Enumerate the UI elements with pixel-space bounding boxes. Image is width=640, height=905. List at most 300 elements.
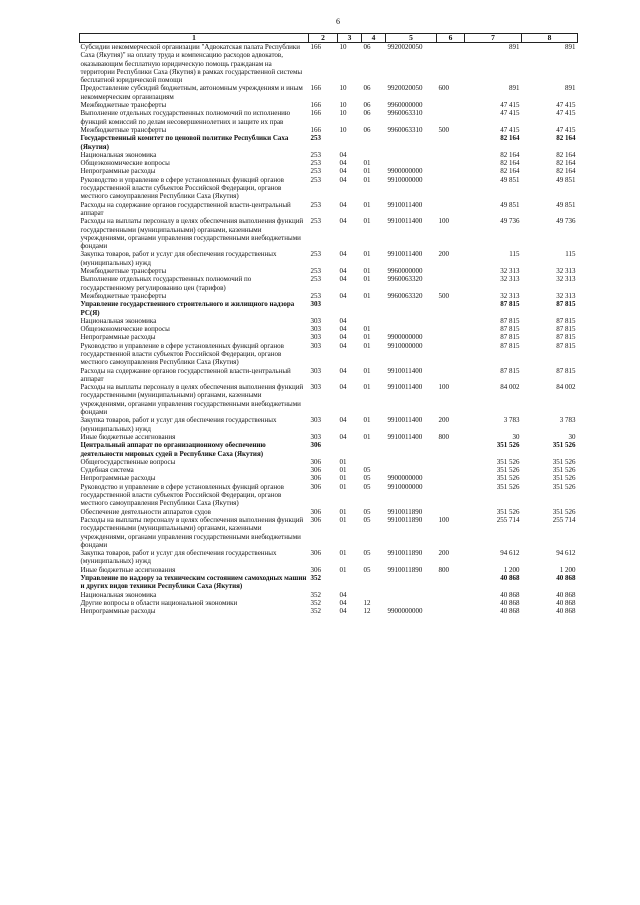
table-row [80,250,578,267]
row-target-article [386,574,437,591]
row-amount-7: 115 [509,250,520,259]
row-admin-code: 166 [310,125,321,134]
row-expense-type: 100 [438,515,449,524]
row-section: 04 [339,341,347,350]
row-admin-code: 253 [310,250,321,259]
table-row [80,574,578,591]
row-name: Национальная экономика [80,590,157,599]
row-subsection [362,441,386,458]
row-section: 01 [339,507,347,516]
header-col-8: 8 [522,34,578,43]
row-section: 04 [339,150,347,159]
row-name: Непрограммные расходы [80,474,156,483]
table-row [80,458,578,466]
row-expense-type [437,167,465,175]
row-target-article: 9960063310 [387,125,423,134]
row-amount-7: 1 200 [503,565,520,574]
row-subsection: 06 [363,109,371,118]
row-name: Расходы на выплаты персоналу в целях обеспечения выполнения функций государственными (муниципальными) органами, казенными учреждениями, органами управления государственными внебюджетными фондами [80,515,304,549]
row-expense-type [437,176,465,201]
table-row [80,508,578,516]
row-amount-8: 47 415 [556,101,576,110]
table-row [80,549,578,566]
table-row [80,607,578,615]
row-amount-7: 84 002 [500,383,520,392]
table-row [80,151,578,159]
row-amount-8: 351 526 [552,457,576,466]
row-name: Предоставление субсидий бюджетным, автономным учреждениям и иным некоммерческим организациям [80,84,303,101]
row-amount-8: 47 415 [556,109,576,118]
row-name: Центральный аппарат по организационному обеспечению деятельности мировых судей в Республике Саха (Якутия) [80,441,266,458]
row-target-article: 9960063310 [387,109,423,118]
row-target-article: 9910011400 [387,432,423,441]
row-target-article: 9910011400 [387,200,423,209]
row-admin-code: 306 [310,441,321,450]
row-amount-8: 40 868 [556,574,576,582]
row-admin-code: 253 [310,150,321,159]
row-name: Непрограммные расходы [80,167,156,176]
row-amount-8: 82 164 [556,159,576,168]
row-name: Общеэкономические вопросы [80,325,170,334]
row-amount-7: 891 [509,43,520,51]
row-section: 04 [339,250,347,259]
row-expense-type [437,267,465,275]
row-section: 04 [339,325,347,334]
row-amount-8: 49 851 [556,175,576,184]
row-amount-8: 49 736 [556,217,576,226]
row-subsection: 01 [363,291,371,300]
row-admin-code: 253 [310,217,321,226]
row-admin-code: 253 [310,134,321,143]
table-row [80,474,578,482]
row-admin-code: 306 [310,457,321,466]
row-amount-7: 255 714 [496,515,520,524]
row-expense-type [437,151,465,159]
row-target-article: 9910000000 [387,341,423,350]
row-amount-8: 351 526 [552,507,576,516]
row-admin-code: 303 [310,300,321,309]
table-row [80,367,578,384]
row-admin-code: 306 [310,466,321,475]
table-row [80,566,578,574]
row-amount-7: 82 164 [500,150,520,159]
header-col-2: 2 [309,34,338,43]
row-subsection: 01 [363,325,371,334]
row-amount-8: 40 868 [556,607,576,616]
row-target-article [386,591,437,599]
row-name: Субсидии некоммерческой организации "Адвокатская палата Республики Саха (Якутия)" на оплату труда и компенсацию расходов адвокатов, оказывающим бесплатную юридическую помощь гражданам на территории Республики Саха (Якутия) в рамках государственной системы бесплатной юридической помощи [80,43,303,85]
row-subsection: 05 [363,515,371,524]
row-section: 04 [339,167,347,176]
row-name: Межбюджетные трансферты [80,291,167,300]
row-target-article: 9900000000 [387,607,423,616]
row-amount-7: 3 783 [503,416,520,425]
row-expense-type [437,591,465,599]
row-target-article: 9910011400 [387,250,423,259]
row-name: Межбюджетные трансферты [80,101,167,110]
row-amount-7: 351 526 [496,507,520,516]
row-subsection: 01 [363,200,371,209]
row-target-article: 9900000000 [387,474,423,483]
row-section: 01 [339,565,347,574]
row-section: 04 [339,275,347,284]
row-expense-type [437,317,465,325]
row-subsection [362,591,386,599]
row-section: 04 [339,590,347,599]
row-section: 04 [339,316,347,325]
row-subsection: 01 [363,267,371,276]
row-expense-type: 600 [438,84,449,93]
row-section: 04 [339,291,347,300]
row-admin-code: 352 [310,590,321,599]
row-amount-7: 87 815 [500,316,520,325]
header-col-5: 5 [386,34,437,43]
row-subsection: 05 [363,565,371,574]
row-admin-code: 303 [310,341,321,350]
row-amount-7: 40 868 [500,590,520,599]
row-subsection [362,458,386,466]
row-target-article [386,134,437,151]
row-amount-8: 891 [565,43,576,51]
row-name: Непрограммные расходы [80,333,156,342]
row-amount-8: 84 002 [556,383,576,392]
row-target-article [386,441,437,458]
row-target-article [386,159,437,167]
row-target-article: 9920020050 [387,84,423,93]
budget-table [79,33,578,615]
row-amount-8: 94 612 [556,549,576,558]
row-amount-7: 47 415 [500,109,520,118]
row-target-article: 9910011890 [387,565,423,574]
header-col-7: 7 [465,34,522,43]
row-section: 04 [339,432,347,441]
row-amount-8: 891 [565,84,576,93]
row-target-article: 9910011400 [387,366,423,375]
row-amount-8: 115 [565,250,576,259]
row-subsection: 06 [363,84,371,93]
row-section: 01 [339,549,347,558]
row-name: Расходы на выплаты персоналу в целях обеспечения выполнения функций государственными (муниципальными) органами, казенными учреждениями, органами управления государственными внебюджетными фондами [80,383,304,417]
row-amount-8: 255 714 [552,515,576,524]
row-name: Выполнение отдельных государственных полномочий по исполнению функций комиссий по делам несовершеннолетних и защите их прав [80,109,291,126]
row-amount-8: 32 313 [556,267,576,276]
row-section: 10 [339,125,347,134]
table-row [80,217,578,250]
row-expense-type [437,333,465,341]
row-admin-code: 253 [310,267,321,276]
table-row [80,591,578,599]
row-subsection: 01 [363,159,371,168]
row-name: Государственный комитет по ценовой политике Республики Саха (Якутия) [80,134,289,151]
row-amount-8: 351 526 [552,466,576,475]
row-subsection: 01 [363,250,371,259]
table-row [80,466,578,474]
row-amount-8: 87 815 [556,366,576,375]
row-admin-code: 352 [310,607,321,616]
row-expense-type: 800 [438,432,449,441]
row-expense-type [437,367,465,384]
row-subsection [362,574,386,591]
row-name: Закупка товаров, работ и услуг для обеспечения государственных (муниципальных) нужд [80,549,277,566]
row-target-article: 9900000000 [387,333,423,342]
row-expense-type [437,466,465,474]
row-expense-type [437,483,465,508]
row-expense-type: 200 [438,416,449,425]
row-subsection: 06 [363,101,371,110]
row-expense-type [437,508,465,516]
row-subsection: 01 [363,217,371,226]
row-amount-8: 82 164 [556,150,576,159]
row-target-article [386,466,437,474]
table-row [80,275,578,292]
row-admin-code: 303 [310,416,321,425]
row-expense-type [437,43,465,85]
row-expense-type [437,458,465,466]
row-admin-code: 306 [310,474,321,483]
table-row [80,383,578,416]
row-amount-8: 32 313 [556,275,576,284]
row-amount-7: 40 868 [500,598,520,607]
row-admin-code: 253 [310,175,321,184]
row-amount-7: 351 526 [496,466,520,475]
table-row [80,441,578,458]
row-subsection [362,134,386,151]
row-subsection: 12 [363,607,371,616]
row-section: 01 [339,482,347,491]
row-amount-7: 87 815 [500,341,520,350]
row-admin-code: 303 [310,366,321,375]
table-row [80,43,578,85]
row-amount-7: 32 313 [500,291,520,300]
row-amount-8: 87 815 [556,333,576,342]
table-header-row [80,34,578,43]
row-section: 10 [339,109,347,118]
row-subsection: 01 [363,341,371,350]
table-row [80,516,578,549]
row-name: Руководство и управление в сфере установленных функций органов государственной власти субъектов Российской Федерации, органов местного самоуправления Республики Саха (Якутия) [80,482,284,508]
row-section: 01 [339,474,347,483]
row-subsection [362,317,386,325]
table-row [80,300,578,317]
row-amount-8: 47 415 [556,125,576,134]
row-admin-code: 253 [310,167,321,176]
row-amount-7: 87 815 [500,300,520,309]
row-subsection: 01 [363,275,371,284]
row-name: Общегосударственные вопросы [80,457,176,466]
row-section: 04 [339,607,347,616]
row-amount-7: 351 526 [496,441,520,450]
row-amount-7: 351 526 [496,474,520,483]
row-section: 04 [339,200,347,209]
row-expense-type [437,574,465,591]
row-amount-8: 87 815 [556,300,576,309]
row-expense-type [437,109,465,126]
table-row [80,167,578,175]
header-col-6: 6 [437,34,465,43]
table-row [80,433,578,441]
row-target-article: 9910011400 [387,383,423,392]
row-amount-8: 351 526 [552,482,576,491]
table-row [80,483,578,508]
row-amount-8: 49 851 [556,200,576,209]
row-target-article: 9910000000 [387,482,423,491]
row-name: Руководство и управление в сфере установленных функций органов государственной власти субъектов Российской Федерации, органов местного самоуправления Республики Саха (Якутия) [80,175,284,201]
row-amount-7: 351 526 [496,482,520,491]
row-name: Непрограммные расходы [80,607,156,616]
row-name: Закупка товаров, работ и услуг для обеспечения государственных (муниципальных) нужд [80,416,277,433]
row-admin-code: 306 [310,482,321,491]
table-body [80,43,578,616]
row-expense-type [437,342,465,367]
row-amount-8: 351 526 [552,474,576,483]
row-expense-type: 800 [438,565,449,574]
row-name: Закупка товаров, работ и услуг для обеспечения государственных (муниципальных) нужд [80,250,277,267]
row-admin-code: 253 [310,200,321,209]
row-subsection: 01 [363,167,371,176]
row-expense-type [437,474,465,482]
row-target-article [386,458,437,466]
row-name: Национальная экономика [80,316,157,325]
row-target-article: 9960063320 [387,291,423,300]
row-section: 04 [339,175,347,184]
row-amount-7: 87 815 [500,366,520,375]
row-expense-type [437,101,465,109]
row-expense-type [437,441,465,458]
row-section [338,300,362,317]
row-name: Судебная система [80,466,134,475]
row-name: Управление по надзору за техническим состоянием самоходных машин и других видов техники Республики Саха (Якутия) [80,574,307,591]
row-expense-type: 500 [438,125,449,134]
row-section: 10 [339,43,347,51]
row-name: Расходы на содержание органов государственной власти-центральный аппарат [80,366,291,383]
row-amount-7: 30 [512,432,520,441]
row-section [338,574,362,591]
row-amount-7: 351 526 [496,457,520,466]
row-admin-code: 306 [310,507,321,516]
row-section: 04 [339,416,347,425]
row-name: Иные бюджетные ассигнования [80,565,176,574]
row-amount-8: 82 164 [556,134,576,143]
table-row [80,416,578,433]
row-admin-code: 253 [310,291,321,300]
header-col-1: 1 [80,34,309,43]
table-row [80,84,578,101]
row-target-article: 9910011400 [387,416,423,425]
row-subsection [362,151,386,159]
row-section [338,441,362,458]
row-subsection: 05 [363,507,371,516]
row-target-article: 9960063320 [387,275,423,284]
row-admin-code: 253 [310,159,321,168]
row-target-article: 9910011890 [387,515,423,524]
row-name: Расходы на содержание органов государственной власти-центральный аппарат [80,200,291,217]
row-name: Иные бюджетные ассигнования [80,432,176,441]
row-target-article: 9910011890 [387,507,423,516]
row-amount-7: 891 [509,84,520,93]
row-expense-type: 200 [438,549,449,558]
row-amount-7: 49 736 [500,217,520,226]
row-section: 01 [339,457,347,466]
header-col-4: 4 [362,34,386,43]
row-subsection [362,300,386,317]
row-target-article: 9960000000 [387,267,423,276]
row-admin-code: 303 [310,333,321,342]
row-expense-type [437,300,465,317]
row-expense-type: 100 [438,383,449,392]
row-expense-type [437,134,465,151]
row-subsection: 06 [363,125,371,134]
row-subsection: 01 [363,333,371,342]
row-subsection: 05 [363,474,371,483]
row-target-article: 9910011890 [387,549,423,558]
row-section: 04 [339,333,347,342]
table-row [80,134,578,151]
row-amount-7: 32 313 [500,275,520,284]
table-row [80,599,578,607]
row-admin-code: 306 [310,515,321,524]
row-target-article: 9900000000 [387,167,423,176]
row-section: 04 [339,366,347,375]
row-name: Обеспечение деятельности аппаратов судов [80,507,211,516]
table-row [80,333,578,341]
row-expense-type [437,275,465,292]
row-amount-7: 82 164 [500,134,520,143]
row-expense-type [437,201,465,218]
row-target-article [386,317,437,325]
table-row [80,101,578,109]
row-amount-7: 49 851 [500,200,520,209]
table-row [80,201,578,218]
row-subsection: 12 [363,598,371,607]
row-admin-code: 303 [310,316,321,325]
row-admin-code: 253 [310,275,321,284]
row-target-article: 9960000000 [387,101,423,110]
row-amount-7: 94 612 [500,549,520,558]
row-admin-code: 166 [310,101,321,110]
row-expense-type: 500 [438,291,449,300]
row-name: Расходы на выплаты персоналу в целях обеспечения выполнения функций государственными (муниципальными) органами, казенными учреждениями, органами управления государственными внебюджетными фондами [80,217,304,251]
row-name: Межбюджетные трансферты [80,125,167,134]
row-admin-code: 306 [310,549,321,558]
table-row [80,267,578,275]
row-target-article: 9910011400 [387,217,423,226]
row-expense-type [437,607,465,615]
row-name: Национальная экономика [80,150,157,159]
row-admin-code: 306 [310,565,321,574]
row-admin-code: 303 [310,325,321,334]
row-amount-8: 3 783 [559,416,576,425]
row-subsection: 05 [363,466,371,475]
table-row [80,317,578,325]
row-admin-code: 352 [310,574,321,582]
row-amount-8: 82 164 [556,167,576,176]
table-row [80,325,578,333]
row-amount-8: 40 868 [556,598,576,607]
row-target-article [386,151,437,159]
row-admin-code: 352 [310,598,321,607]
row-admin-code: 303 [310,383,321,392]
row-amount-8: 351 526 [552,441,576,450]
row-section: 04 [339,267,347,276]
row-section: 04 [339,598,347,607]
row-name: Выполнение отдельных государственных полномочий по государственному регулированию цен (тарифов) [80,275,252,292]
row-amount-7: 40 868 [500,607,520,616]
row-section: 04 [339,383,347,392]
header-col-3: 3 [338,34,362,43]
row-section: 01 [339,515,347,524]
row-subsection: 01 [363,432,371,441]
table-row [80,126,578,134]
